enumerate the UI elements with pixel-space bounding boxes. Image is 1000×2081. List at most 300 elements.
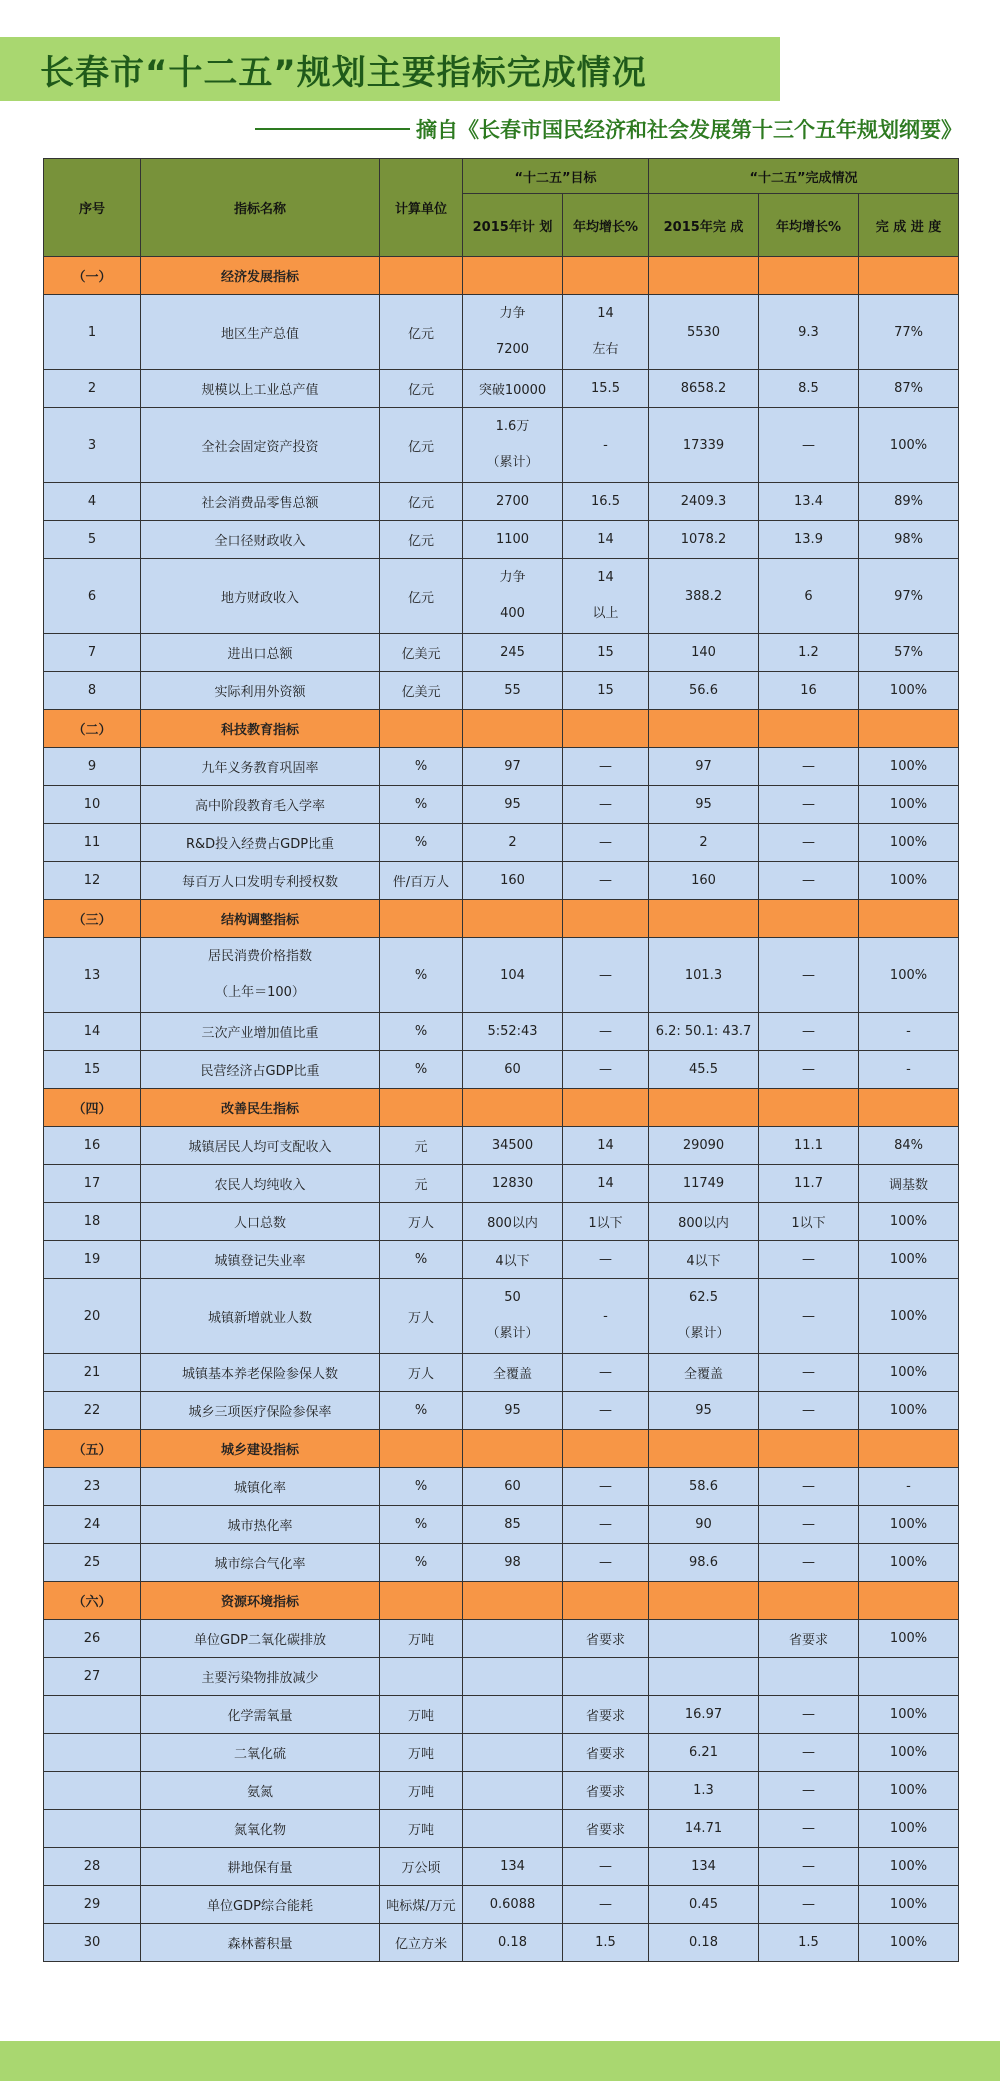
cell-done-2015 (649, 1620, 759, 1658)
cell-line: 14 (597, 570, 614, 585)
cell-done-growth: 1以下 (759, 1203, 859, 1241)
table-row (44, 672, 959, 710)
cell-unit: 万人 (380, 1203, 463, 1241)
section-row (44, 900, 959, 938)
cell-name: 九年义务教育巩固率 (141, 748, 380, 786)
cell-line: 左右 (592, 342, 619, 357)
cell-plan-2015: 5:52:43 (463, 1013, 563, 1051)
cell-target-growth: — (563, 1506, 649, 1544)
cell-done-2015: 388.2 (649, 559, 759, 634)
cell-no: 23 (44, 1468, 141, 1506)
cell-target-growth: 省要求 (563, 1696, 649, 1734)
section-empty-cell (463, 710, 563, 748)
cell-done-growth: — (759, 1696, 859, 1734)
section-empty-cell (649, 1430, 759, 1468)
cell-plan-2015: 60 (463, 1468, 563, 1506)
cell-plan-2015: 134 (463, 1848, 563, 1886)
cell-target-growth: — (563, 748, 649, 786)
cell-unit: 万吨 (380, 1734, 463, 1772)
cell-done-growth: — (759, 748, 859, 786)
cell-name: 三次产业增加值比重 (141, 1013, 380, 1051)
cell-progress: 100% (859, 1848, 959, 1886)
section-empty-cell (859, 1582, 959, 1620)
table-row (44, 1468, 959, 1506)
cell-target-growth: 14 (563, 1165, 649, 1203)
cell-target-growth: 15 (563, 672, 649, 710)
cell-done-growth: 9.3 (759, 295, 859, 370)
cell-target-growth: — (563, 938, 649, 1013)
cell-progress: 87% (859, 370, 959, 408)
cell-no: 24 (44, 1506, 141, 1544)
table-row (44, 1810, 959, 1848)
cell-plan-2015: 104 (463, 938, 563, 1013)
cell-no: 30 (44, 1924, 141, 1962)
section-empty-cell (859, 710, 959, 748)
cell-line: 400 (500, 606, 525, 621)
cell-line: 以上 (592, 606, 619, 621)
cell-done-growth: 11.7 (759, 1165, 859, 1203)
cell-unit: % (380, 938, 463, 1013)
section-title: 改善民生指标 (141, 1089, 380, 1127)
cell-progress: 57% (859, 634, 959, 672)
cell-unit: % (380, 1051, 463, 1089)
section-empty-cell (859, 257, 959, 295)
section-empty-cell (380, 900, 463, 938)
cell-target-growth: 省要求 (563, 1734, 649, 1772)
cell-done-growth: — (759, 1468, 859, 1506)
cell-unit: 万人 (380, 1354, 463, 1392)
cell-progress: 100% (859, 1506, 959, 1544)
cell-target-growth: — (563, 1848, 649, 1886)
table-row (44, 1279, 959, 1354)
section-empty-cell (759, 710, 859, 748)
col-header-unit: 计算单位 (380, 159, 463, 257)
cell-progress: 98% (859, 521, 959, 559)
section-empty-cell (463, 257, 563, 295)
cell-progress: 100% (859, 1696, 959, 1734)
section-number: （五） (44, 1430, 141, 1468)
table-row (44, 1734, 959, 1772)
col-header-done2015: 2015年完 成 (649, 194, 759, 257)
col-header-plan2015: 2015年计 划 (463, 194, 563, 257)
cell-no: 14 (44, 1013, 141, 1051)
cell-progress: 89% (859, 483, 959, 521)
section-row (44, 1089, 959, 1127)
cell-name: 每百万人口发明专利授权数 (141, 862, 380, 900)
cell-plan-2015: 0.18 (463, 1924, 563, 1962)
cell-name: 高中阶段教育毛入学率 (141, 786, 380, 824)
cell-target-growth: — (563, 1354, 649, 1392)
cell-unit: % (380, 824, 463, 862)
cell-line: 7200 (495, 342, 530, 357)
cell-no: 28 (44, 1848, 141, 1886)
cell-plan-2015 (463, 1620, 563, 1658)
table-row (44, 521, 959, 559)
cell-name: 地区生产总值 (141, 295, 380, 370)
section-empty-cell (463, 900, 563, 938)
cell-name: 实际利用外资额 (141, 672, 380, 710)
section-title: 城乡建设指标 (141, 1430, 380, 1468)
section-row (44, 257, 959, 295)
cell-no: 15 (44, 1051, 141, 1089)
cell-plan-2015: 95 (463, 1392, 563, 1430)
section-empty-cell (463, 1089, 563, 1127)
cell-name: 城镇基本养老保险参保人数 (141, 1354, 380, 1392)
section-empty-cell (649, 710, 759, 748)
cell-done-2015: 4以下 (649, 1241, 759, 1279)
cell-no: 4 (44, 483, 141, 521)
section-title: 经济发展指标 (141, 257, 380, 295)
cell-line: 居民消费价格指数 (207, 949, 312, 964)
cell-no: 13 (44, 938, 141, 1013)
cell-unit: 万吨 (380, 1620, 463, 1658)
footer-band (0, 2041, 1000, 2081)
cell-plan-2015 (463, 1772, 563, 1810)
table-row (44, 408, 959, 483)
cell-no: 18 (44, 1203, 141, 1241)
section-number: （一） (44, 257, 141, 295)
cell-target-growth (563, 295, 649, 370)
cell-unit: 亿元 (380, 370, 463, 408)
cell-name (141, 938, 380, 1013)
cell-done-growth: — (759, 824, 859, 862)
cell-unit: % (380, 1544, 463, 1582)
cell-done-growth: 1.2 (759, 634, 859, 672)
table-row (44, 1241, 959, 1279)
table-row (44, 1127, 959, 1165)
cell-name: 城镇居民人均可支配收入 (141, 1127, 380, 1165)
cell-unit: 亿元 (380, 295, 463, 370)
cell-progress: 100% (859, 672, 959, 710)
cell-target-growth: 16.5 (563, 483, 649, 521)
cell-done-growth: 省要求 (759, 1620, 859, 1658)
cell-no: 17 (44, 1165, 141, 1203)
cell-unit: 亿立方米 (380, 1924, 463, 1962)
cell-target-growth: — (563, 1544, 649, 1582)
section-number: （四） (44, 1089, 141, 1127)
cell-done-2015: 97 (649, 748, 759, 786)
section-number: （三） (44, 900, 141, 938)
cell-name: 氨氮 (141, 1772, 380, 1810)
table-row (44, 786, 959, 824)
cell-done-2015 (649, 1279, 759, 1354)
cell-progress: 100% (859, 938, 959, 1013)
cell-plan-2015: 2700 (463, 483, 563, 521)
cell-unit: 万人 (380, 1279, 463, 1354)
cell-progress: 100% (859, 1544, 959, 1582)
cell-line: （上年＝100） (215, 985, 305, 1000)
cell-progress: 100% (859, 786, 959, 824)
cell-plan-2015 (463, 1658, 563, 1696)
cell-done-growth: 13.9 (759, 521, 859, 559)
cell-line: 50 (504, 1290, 521, 1305)
cell-progress: 调基数 (859, 1165, 959, 1203)
col-header-avg-growth-done: 年均增长% (759, 194, 859, 257)
cell-progress: 100% (859, 1810, 959, 1848)
cell-plan-2015: 160 (463, 862, 563, 900)
cell-unit: % (380, 1392, 463, 1430)
cell-done-2015: 0.45 (649, 1886, 759, 1924)
cell-no: 1 (44, 295, 141, 370)
col-group-done: “十二五”完成情况 (649, 159, 959, 194)
cell-progress: 100% (859, 1734, 959, 1772)
section-empty-cell (859, 900, 959, 938)
table-row (44, 1886, 959, 1924)
section-empty-cell (563, 257, 649, 295)
cell-done-growth: — (759, 1051, 859, 1089)
table-row (44, 1051, 959, 1089)
cell-name: 氮氧化物 (141, 1810, 380, 1848)
cell-name: 森林蓄积量 (141, 1924, 380, 1962)
table-row (44, 1696, 959, 1734)
cell-line: 62.5 (689, 1290, 718, 1305)
cell-done-2015: 8658.2 (649, 370, 759, 408)
table-row (44, 824, 959, 862)
cell-progress: 100% (859, 1772, 959, 1810)
cell-progress: 100% (859, 1620, 959, 1658)
table-row (44, 1165, 959, 1203)
cell-progress: 100% (859, 1924, 959, 1962)
cell-target-growth: 15.5 (563, 370, 649, 408)
cell-done-2015: 6.2: 50.1: 43.7 (649, 1013, 759, 1051)
cell-done-growth: — (759, 862, 859, 900)
cell-done-growth: — (759, 1013, 859, 1051)
section-title: 结构调整指标 (141, 900, 380, 938)
cell-unit: 亿元 (380, 559, 463, 634)
cell-line: 力争 (499, 306, 526, 321)
cell-plan-2015: 0.6088 (463, 1886, 563, 1924)
cell-progress: 97% (859, 559, 959, 634)
cell-name: 城镇登记失业率 (141, 1241, 380, 1279)
cell-name: 城市热化率 (141, 1506, 380, 1544)
cell-name: 全口径财政收入 (141, 521, 380, 559)
cell-name: 规模以上工业总产值 (141, 370, 380, 408)
cell-done-2015: 58.6 (649, 1468, 759, 1506)
indicator-table (43, 158, 959, 1962)
source-note (255, 114, 962, 144)
table-row (44, 1658, 959, 1696)
cell-plan-2015: 85 (463, 1506, 563, 1544)
cell-target-growth: - (563, 408, 649, 483)
cell-unit: 吨标煤/万元 (380, 1886, 463, 1924)
cell-name: 社会消费品零售总额 (141, 483, 380, 521)
section-empty-cell (759, 1582, 859, 1620)
section-number: （六） (44, 1582, 141, 1620)
cell-target-growth: 1以下 (563, 1203, 649, 1241)
cell-progress: 100% (859, 1203, 959, 1241)
cell-done-growth: — (759, 1354, 859, 1392)
cell-line: 1.6万 (495, 419, 530, 434)
cell-progress: 100% (859, 408, 959, 483)
cell-progress: 100% (859, 1886, 959, 1924)
cell-line: （累计） (486, 455, 539, 470)
cell-target-growth: — (563, 824, 649, 862)
table-row (44, 1848, 959, 1886)
cell-done-2015: 2 (649, 824, 759, 862)
cell-no: 8 (44, 672, 141, 710)
cell-progress: - (859, 1051, 959, 1089)
source-rule (255, 128, 410, 130)
cell-unit: 亿元 (380, 408, 463, 483)
cell-done-2015: 56.6 (649, 672, 759, 710)
table-row (44, 483, 959, 521)
cell-target-growth: — (563, 1013, 649, 1051)
cell-done-growth: — (759, 1772, 859, 1810)
cell-name: 农民人均纯收入 (141, 1165, 380, 1203)
cell-plan-2015: 95 (463, 786, 563, 824)
cell-done-2015: 全覆盖 (649, 1354, 759, 1392)
cell-done-growth: — (759, 1734, 859, 1772)
section-empty-cell (859, 1430, 959, 1468)
cell-unit: % (380, 1241, 463, 1279)
table-row (44, 295, 959, 370)
section-empty-cell (463, 1582, 563, 1620)
table-row (44, 1506, 959, 1544)
cell-done-growth: — (759, 786, 859, 824)
cell-target-growth: 15 (563, 634, 649, 672)
cell-progress: 100% (859, 824, 959, 862)
cell-no: 16 (44, 1127, 141, 1165)
cell-name: 城镇新增就业人数 (141, 1279, 380, 1354)
cell-unit: 件/百万人 (380, 862, 463, 900)
cell-done-growth: 16 (759, 672, 859, 710)
section-empty-cell (649, 257, 759, 295)
cell-unit: 万吨 (380, 1810, 463, 1848)
col-header-no: 序号 (44, 159, 141, 257)
section-row (44, 710, 959, 748)
cell-no: 2 (44, 370, 141, 408)
cell-done-growth (759, 1658, 859, 1696)
cell-name: 二氧化硫 (141, 1734, 380, 1772)
cell-target-growth: — (563, 862, 649, 900)
section-empty-cell (859, 1089, 959, 1127)
cell-done-2015: 16.97 (649, 1696, 759, 1734)
cell-done-growth: — (759, 408, 859, 483)
cell-name: 耕地保有量 (141, 1848, 380, 1886)
cell-done-2015: 101.3 (649, 938, 759, 1013)
cell-no: 27 (44, 1658, 141, 1696)
cell-done-2015: 95 (649, 1392, 759, 1430)
col-header-progress: 完 成 进 度 (859, 194, 959, 257)
cell-done-growth: — (759, 1810, 859, 1848)
cell-no (44, 1696, 141, 1734)
cell-target-growth: 省要求 (563, 1772, 649, 1810)
cell-done-2015: 98.6 (649, 1544, 759, 1582)
section-empty-cell (649, 900, 759, 938)
cell-name: 进出口总额 (141, 634, 380, 672)
cell-name: 人口总数 (141, 1203, 380, 1241)
cell-line: 力争 (499, 570, 526, 585)
cell-no (44, 1772, 141, 1810)
table-row (44, 748, 959, 786)
cell-unit: 亿美元 (380, 634, 463, 672)
cell-no: 5 (44, 521, 141, 559)
cell-unit: % (380, 1013, 463, 1051)
section-row (44, 1430, 959, 1468)
table-row (44, 1544, 959, 1582)
table-row (44, 938, 959, 1013)
cell-target-growth: 14 (563, 521, 649, 559)
cell-line: （累计） (486, 1326, 539, 1341)
cell-plan-2015: 突破10000 (463, 370, 563, 408)
cell-name: R&D投入经费占GDP比重 (141, 824, 380, 862)
cell-no (44, 1810, 141, 1848)
cell-plan-2015: 60 (463, 1051, 563, 1089)
cell-no: 12 (44, 862, 141, 900)
cell-no: 21 (44, 1354, 141, 1392)
cell-progress (859, 1658, 959, 1696)
section-row (44, 1582, 959, 1620)
section-empty-cell (563, 1582, 649, 1620)
cell-done-2015: 1.3 (649, 1772, 759, 1810)
cell-plan-2015 (463, 1279, 563, 1354)
cell-plan-2015: 34500 (463, 1127, 563, 1165)
section-empty-cell (463, 1430, 563, 1468)
cell-name: 城乡三项医疗保险参保率 (141, 1392, 380, 1430)
cell-done-growth: — (759, 1392, 859, 1430)
cell-name: 主要污染物排放减少 (141, 1658, 380, 1696)
cell-plan-2015: 800以内 (463, 1203, 563, 1241)
section-number: （二） (44, 710, 141, 748)
cell-done-2015: 90 (649, 1506, 759, 1544)
cell-no: 9 (44, 748, 141, 786)
cell-done-growth: 1.5 (759, 1924, 859, 1962)
cell-no: 26 (44, 1620, 141, 1658)
section-empty-cell (380, 257, 463, 295)
cell-done-2015: 1078.2 (649, 521, 759, 559)
cell-target-growth: 省要求 (563, 1810, 649, 1848)
section-empty-cell (563, 900, 649, 938)
cell-done-growth: — (759, 1848, 859, 1886)
cell-target-growth: — (563, 786, 649, 824)
cell-done-growth: — (759, 1506, 859, 1544)
cell-done-2015: 0.18 (649, 1924, 759, 1962)
cell-plan-2015 (463, 1734, 563, 1772)
cell-name: 城镇化率 (141, 1468, 380, 1506)
cell-unit: 亿美元 (380, 672, 463, 710)
section-empty-cell (759, 1089, 859, 1127)
cell-plan-2015 (463, 559, 563, 634)
cell-progress: 100% (859, 1241, 959, 1279)
cell-done-2015: 17339 (649, 408, 759, 483)
cell-unit: % (380, 1506, 463, 1544)
cell-progress: 84% (859, 1127, 959, 1165)
cell-done-growth: — (759, 1544, 859, 1582)
cell-unit: 万吨 (380, 1696, 463, 1734)
section-title: 科技教育指标 (141, 710, 380, 748)
cell-done-2015 (649, 1658, 759, 1696)
cell-no: 6 (44, 559, 141, 634)
col-group-target: “十二五”目标 (463, 159, 649, 194)
cell-name: 地方财政收入 (141, 559, 380, 634)
cell-progress: 100% (859, 748, 959, 786)
table-row (44, 1924, 959, 1962)
source-text: 摘自《长春市国民经济和社会发展第十三个五年规划纲要》 (416, 117, 962, 142)
col-header-name: 指标名称 (141, 159, 380, 257)
col-header-avg-growth: 年均增长% (563, 194, 649, 257)
cell-plan-2015: 2 (463, 824, 563, 862)
cell-plan-2015: 55 (463, 672, 563, 710)
cell-name: 民营经济占GDP比重 (141, 1051, 380, 1089)
section-title: 资源环境指标 (141, 1582, 380, 1620)
table-row (44, 370, 959, 408)
cell-name: 城市综合气化率 (141, 1544, 380, 1582)
cell-name: 化学需氧量 (141, 1696, 380, 1734)
page-title: 长春市“十二五”规划主要指标完成情况 (40, 53, 647, 93)
table-row (44, 1392, 959, 1430)
section-empty-cell (380, 1089, 463, 1127)
table-row (44, 862, 959, 900)
